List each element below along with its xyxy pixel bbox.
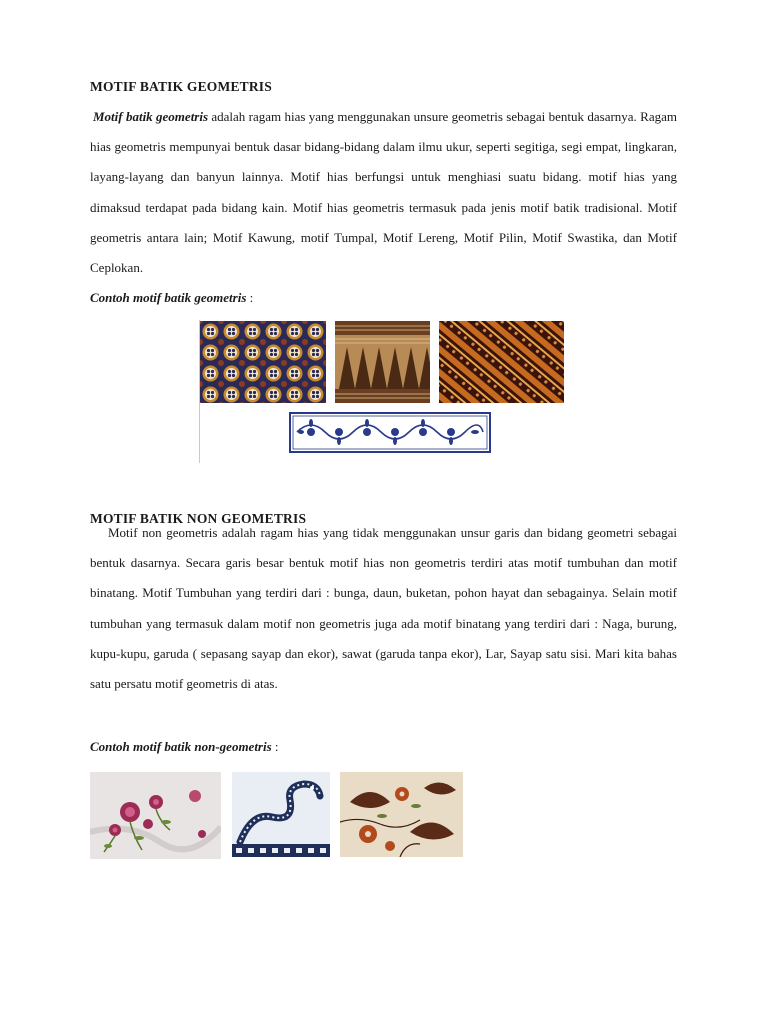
paragraph-body: adalah ragam hias yang menggunakan unsure geometris sebagai bentuk dasarnya. Ragam hias geometris mempunyai bentuk dasar bidang-bidang dalam ilmu ukur, seperti segitiga, segi empat, lingkaran, layang-layang dan banyun lainnya. Motif hias berfungsi untuk menghiasi suatu bidang. motif hias yang dimaksud terdapat pada bidang kain. Motif hias geometris termasuk pada jenis motif batik tradisional. Motif geometris antara lain; Motif Kawung, motif Tumpal, Motif Lereng, Motif Pilin, Motif Swastika, dan Motif Ceplokan. — [90, 109, 677, 276]
kawung-batik-image — [200, 321, 326, 403]
example-caption-non-geometris — [90, 739, 279, 755]
paragraph-geometris — [90, 102, 677, 283]
dragon-batik-image — [232, 772, 330, 857]
lereng-batik-image — [439, 321, 564, 403]
example-caption-geometris — [90, 290, 253, 306]
bird-flora-batik-image — [340, 772, 463, 857]
paragraph-non-geometris: Motif non geometris adalah ragam hias yang tidak menggunakan unsur garis dan bidang geometri sebagai bentuk dasarnya. Secara garis besar bentuk motif hias non geometris terdiri atas motif tumbuhan dan motif binatang. Motif Tumbuhan yang terdiri dari : bunga, daun, buketan, pohon hayat dan sebagainya. Selain motif tumbuhan yang termasuk dalam motif non geometris juga ada motif binatang yang terdiri dari : Naga, burung, kupu-kupu, garuda ( sepasang sayap dan ekor), sawat (garuda tanpa ekor), Lar, Sayap satu sisi. Mari kita bahas satu persatu motif geometris di atas. — [90, 525, 677, 692]
pilin-border-image — [289, 412, 491, 453]
example-colon: : — [246, 290, 254, 305]
section-heading-geometris: MOTIF BATIK GEOMETRIS — [90, 79, 272, 94]
example-colon: : — [271, 739, 279, 754]
floral-batik-image — [90, 772, 221, 859]
section-heading-non-geometris: MOTIF BATIK NON GEOMETRIS — [90, 511, 307, 526]
tumpal-batik-image — [335, 321, 430, 403]
example-label: Contoh motif batik non-geometris — [90, 739, 272, 754]
example-label: Contoh motif batik geometris — [90, 290, 247, 305]
lead-term: Motif batik geometris — [93, 109, 209, 124]
